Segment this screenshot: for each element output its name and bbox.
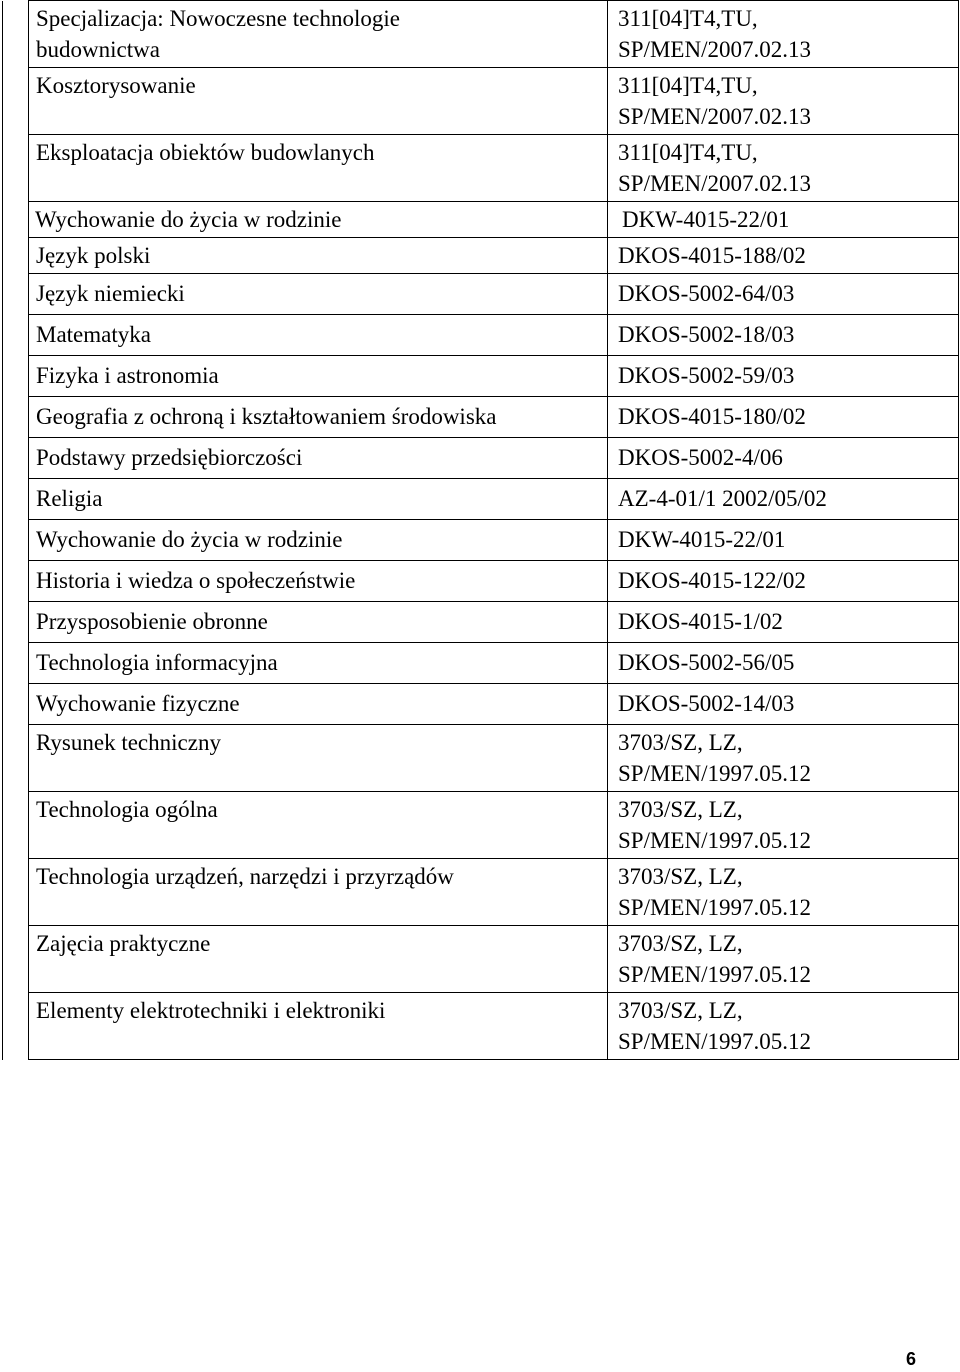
program-code: DKOS-4015-180/02 [608,397,959,438]
blank-cell [3,68,29,135]
blank-cell [3,725,29,792]
subject-name: Matematyka [29,315,608,356]
table-row [3,135,959,202]
table-row [3,643,959,684]
blank-cell [3,993,29,1060]
subject-name: Język niemiecki [29,274,608,315]
blank-cell [3,792,29,859]
table-row [3,725,959,792]
table-row [3,315,959,356]
subject-name: Geografia z ochroną i kształtowaniem środowiska [29,397,608,438]
subject-name: Fizyka i astronomia [29,356,608,397]
blank-cell [3,479,29,520]
table-row [3,479,959,520]
blank-cell [3,238,29,274]
program-code: DKOS-5002-56/05 [608,643,959,684]
program-code: 311[04]T4,TU, SP/MEN/2007.02.13 [608,68,959,135]
table-row [3,859,959,926]
table-row [3,561,959,602]
subject-name: Wychowanie do życia w rodzinie [29,520,608,561]
table-row [3,926,959,993]
subject-name: Kosztorysowanie [29,68,608,135]
subject-name: Historia i wiedza o społeczeństwie [29,561,608,602]
blank-cell [3,356,29,397]
subject-name: Język polski [29,238,608,274]
blank-cell [3,520,29,561]
table-body [3,1,959,1060]
subject-name: Wychowanie fizyczne [29,684,608,725]
program-code: DKOS-4015-1/02 [608,602,959,643]
blank-cell [3,397,29,438]
blank-cell [3,274,29,315]
blank-cell [3,561,29,602]
table-row [3,602,959,643]
program-code: DKOS-4015-122/02 [608,561,959,602]
curriculum-table [2,0,959,1060]
blank-cell [3,135,29,202]
subject-name: Przysposobienie obronne [29,602,608,643]
blank-cell [3,315,29,356]
table-row [3,274,959,315]
program-code: 3703/SZ, LZ, SP/MEN/1997.05.12 [608,792,959,859]
program-code: 311[04]T4,TU, SP/MEN/2007.02.13 [608,1,959,68]
subject-name: Rysunek techniczny [29,725,608,792]
table-row [3,792,959,859]
table-row [3,993,959,1060]
subject-name: Podstawy przedsiębiorczości [29,438,608,479]
program-code: 3703/SZ, LZ, SP/MEN/1997.05.12 [608,993,959,1060]
program-code: AZ-4-01/1 2002/05/02 [608,479,959,520]
program-code: DKOS-5002-14/03 [608,684,959,725]
program-code: 3703/SZ, LZ, SP/MEN/1997.05.12 [608,926,959,993]
table-row [3,356,959,397]
table-row [3,238,959,274]
program-code: DKW-4015-22/01 [608,202,959,238]
page-number: 6 [905,1349,916,1369]
program-code: 3703/SZ, LZ, SP/MEN/1997.05.12 [608,859,959,926]
program-code: DKOS-5002-4/06 [608,438,959,479]
program-code: 3703/SZ, LZ, SP/MEN/1997.05.12 [608,725,959,792]
blank-cell [3,602,29,643]
blank-cell [3,859,29,926]
subject-name: Technologia ogólna [29,792,608,859]
blank-cell [3,438,29,479]
blank-cell [3,202,29,238]
subject-name: Religia [29,479,608,520]
subject-name: Technologia informacyjna [29,643,608,684]
table-row [3,202,959,238]
subject-name: Elementy elektrotechniki i elektroniki [29,993,608,1060]
table-row [3,520,959,561]
subject-name: Wychowanie do życia w rodzinie [29,202,608,238]
blank-cell [3,684,29,725]
subject-name: Technologia urządzeń, narzędzi i przyrządów [29,859,608,926]
blank-cell [3,926,29,993]
subject-name: Eksploatacja obiektów budowlanych [29,135,608,202]
program-code: DKOS-5002-59/03 [608,356,959,397]
program-code: DKOS-5002-64/03 [608,274,959,315]
program-code: 311[04]T4,TU, SP/MEN/2007.02.13 [608,135,959,202]
program-code: DKOS-4015-188/02 [608,238,959,274]
table-row [3,68,959,135]
table-row [3,438,959,479]
table-row [3,1,959,68]
table-row [3,397,959,438]
table-row [3,684,959,725]
blank-cell [3,1,29,68]
subject-name: Specjalizacja: Nowoczesne technologie budownictwa [29,1,608,68]
program-code: DKOS-5002-18/03 [608,315,959,356]
program-code: DKW-4015-22/01 [608,520,959,561]
subject-name: Zajęcia praktyczne [29,926,608,993]
blank-cell [3,643,29,684]
